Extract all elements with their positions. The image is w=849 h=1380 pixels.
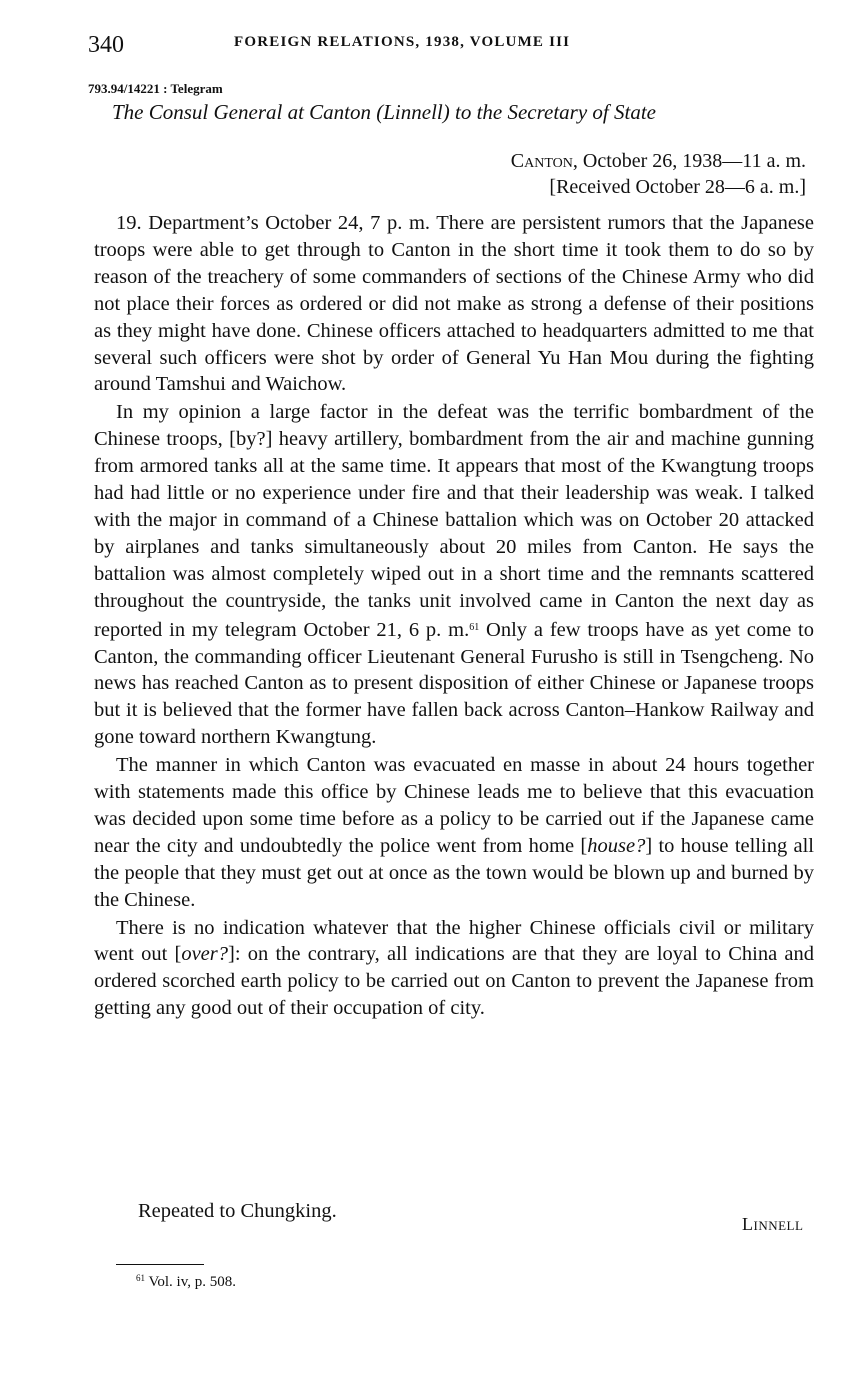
dateline xyxy=(300,148,806,200)
footnote xyxy=(136,1273,236,1291)
editorial-insertion: house? xyxy=(587,834,646,857)
dateline-sent xyxy=(300,148,806,174)
paragraph-4-part-a: There is no indication whatever that the higher Chinese officials civil or military went out [ xyxy=(94,916,814,966)
paragraph-4 xyxy=(94,915,814,1023)
closing xyxy=(116,1200,836,1234)
page-number: 340 xyxy=(88,32,124,58)
footnote-reference: 61 xyxy=(469,621,480,633)
signature: Linnell xyxy=(742,1214,804,1234)
document-title: The Consul General at Canton (Linnell) to the Secretary of State xyxy=(112,100,656,124)
file-number: 793.94/14221 : Telegram xyxy=(88,81,223,96)
repeated-note: Repeated to Chungking. xyxy=(138,1200,337,1222)
editorial-insertion: over? xyxy=(181,943,228,966)
paragraph-2 xyxy=(94,399,814,751)
dateline-time: , October 26, 1938—11 a. m. xyxy=(572,150,806,172)
paragraph-4-part-b: ]: on the contrary, all indications are that they are loyal to China and ordered scorched earth policy to be carried out on Canton to prevent the Japanese from getting any good out of their occupation of city. xyxy=(94,943,814,1020)
footnote-text: Vol. iv, p. 508. xyxy=(148,1274,236,1290)
running-title: FOREIGN RELATIONS, 1938, VOLUME III xyxy=(234,34,571,50)
paragraph-1: 19. Department’s October 24, 7 p. m. There are persistent rumors that the Japanese troops were able to get through to Canton in the short time it took them to do so by reason of the treachery of some commanders of sections of the Chinese Army who did not place their forces as ordered or did not make as strong a defense of their positions as they might have done. Chinese officers attached to headquarters admitted to me that several such officers were shot by order of General Yu Han Mou during the fighting around Tamshui and Waichow. xyxy=(94,212,814,396)
dateline-received: [Received October 28—6 a. m.] xyxy=(549,176,806,198)
telegram-body xyxy=(94,210,814,1022)
paragraph-2-part-b: Only a few troops have as yet come to Canton, the commanding officer Lieutenant General Furusho is still in Tsengcheng. No news has reached Canton as to present disposition of either Chinese or Japanese troops but it is believed that the former have fallen back across Canton–Hankow Railway and gone toward northern Kwangtung. xyxy=(94,618,814,749)
paragraph-3-part-b: ] to house telling all the people that they must get out at once as the town would be blown up and burned by the Chinese. xyxy=(94,834,814,911)
dateline-place: Canton xyxy=(510,150,573,172)
paragraph-2-part-a: In my opinion a large factor in the defeat was the terrific bombardment of the Chinese troops, [by?] heavy artillery, bombardment from the air and machine gunning from armored tanks all at the same time. It appears that most of the Kwangtung troops had had little or no experience under fire and that their leadership was weak. I talked with the major in command of a Chinese battalion which was on October 20 attacked by airplanes and tanks simultaneously about 20 miles from Canton. He says the battalion was almost completely wiped out in a short time and the remnants scattered throughout the countryside, the tanks unit involved came in Canton the next day as reported in my telegram October 21, 6 p. m. xyxy=(94,401,814,641)
paragraph-3 xyxy=(94,752,814,913)
footnote-marker: 61 xyxy=(136,1273,145,1283)
paragraph-3-part-a: The manner in which Canton was evacuated en masse in about 24 hours together with statements made this office by Chinese leads me to believe that this evacuation was decided upon some time before as a policy to be carried out if the Japanese came near the city and undoubtedly the police went from home [ xyxy=(94,754,814,857)
page-header xyxy=(88,30,768,64)
footnote-divider xyxy=(116,1264,204,1265)
